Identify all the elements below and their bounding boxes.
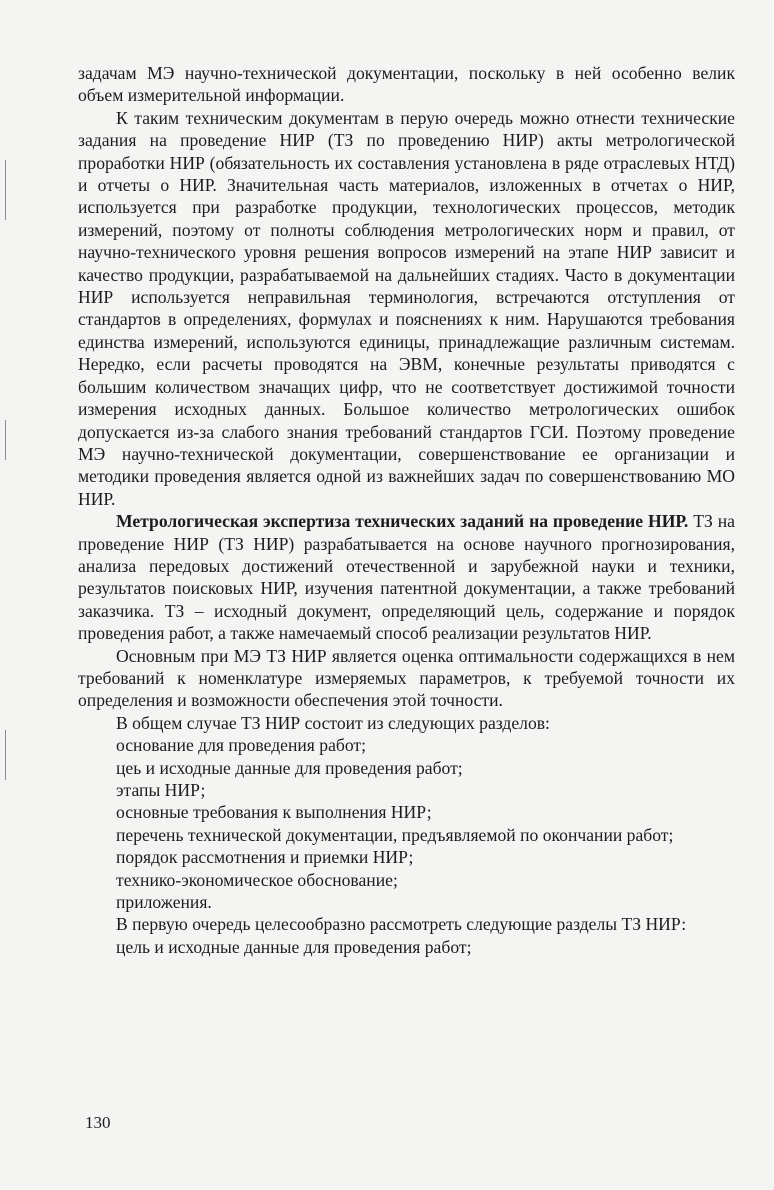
list-item: цель и исходные данные для проведения работ; bbox=[116, 936, 472, 957]
paragraph-sections-intro: В общем случае ТЗ НИР состоит из следующих разделов: bbox=[116, 712, 550, 733]
list-item: перечень технической документации, предъявляемой по окончании работ; bbox=[116, 824, 674, 845]
list-item: основные требования к выполнения НИР; bbox=[116, 802, 432, 823]
sections-list bbox=[78, 734, 735, 913]
list-item: технико-экономическое обоснование; bbox=[116, 869, 398, 890]
list-item: основание для проведения работ; bbox=[116, 735, 366, 756]
paragraph-tz-expertise bbox=[78, 510, 735, 644]
paragraph-closing: В первую очередь целесообразно рассмотреть следующие разделы ТЗ НИР: bbox=[116, 914, 687, 935]
list-item: этапы НИР; bbox=[116, 780, 206, 800]
list-item: цеь и исходные данные для проведения работ; bbox=[116, 757, 463, 778]
scan-edge-mark bbox=[5, 420, 6, 460]
scan-edge-mark bbox=[5, 730, 6, 780]
paragraph-tz-expertise-text: ТЗ на проведение НИР (ТЗ НИР) разрабатывается на основе научного прогнозирования, анализа передовых достижений отечественной и зарубежной науки и техники, результатов поисковых НИР, изучения патентной документации, а также требований заказчика. ТЗ – исходный документ, определяющий цель, содержание и порядок проведения работ, а также намечаемый способ реализации результатов НИР. bbox=[78, 511, 735, 644]
closing-list bbox=[78, 936, 735, 958]
section-heading-inline: Метрологическая экспертиза технических заданий на проведение НИР. bbox=[116, 511, 689, 532]
page-number: 130 bbox=[85, 1113, 111, 1132]
list-item: порядок рассмотнения и приемки НИР; bbox=[116, 847, 414, 868]
scan-edge-mark bbox=[5, 160, 6, 220]
page-body bbox=[78, 62, 735, 958]
paragraph-main-assessment: Основным при МЭ ТЗ НИР является оценка оптимальности содержащихся в нем требований к номенклатуре измеряемых параметров, к требуемой точности их определения и возможности обеспечения этой точности. bbox=[78, 645, 735, 711]
list-item: приложения. bbox=[116, 892, 212, 913]
paragraph-technical-documents: К таким техническим документам в перую очередь можно отнести технические задания на проведение НИР (ТЗ по проведению НИР) акты метрологической проработки НИР (обязательность их составления установлена в ряде отраслевых НТД) и отчеты о НИР. Значительная часть материалов, изложенных в отчетах о НИР, используется при разработке продукции, технологических процессов, методик измерений, поэтому от полноты соблюдения метрологических норм и правил, от научно-технического уровня решения вопросов измерений на этапе НИР зависит и качество продукции, разрабатываемой на дальнейших стадиях. Часто в документации НИР используется неправильная терминология, встречаются отступления от стандартов в определениях, формулах и пояснениях к ним. Нарушаются требования единства измерений, используются единицы, принадлежащие различным системам. Нередко, если расчеты проводятся на ЭВМ, конечные результаты приводятся с большим количеством значащих цифр, что не соответствует достижимой точности измерения исходных данных. Большое количество метрологических ошибок допускается из-за слабого знания требований стандартов ГСИ. Поэтому проведение МЭ научно-технической документации, совершенствование ее организации и методики проведения является одной из важнейших задач по совершенствованию МО НИР. bbox=[78, 107, 735, 509]
paragraph-continuation: задачам МЭ научно-технической документации, поскольку в ней особенно велик объем измерительной информации. bbox=[78, 63, 735, 106]
